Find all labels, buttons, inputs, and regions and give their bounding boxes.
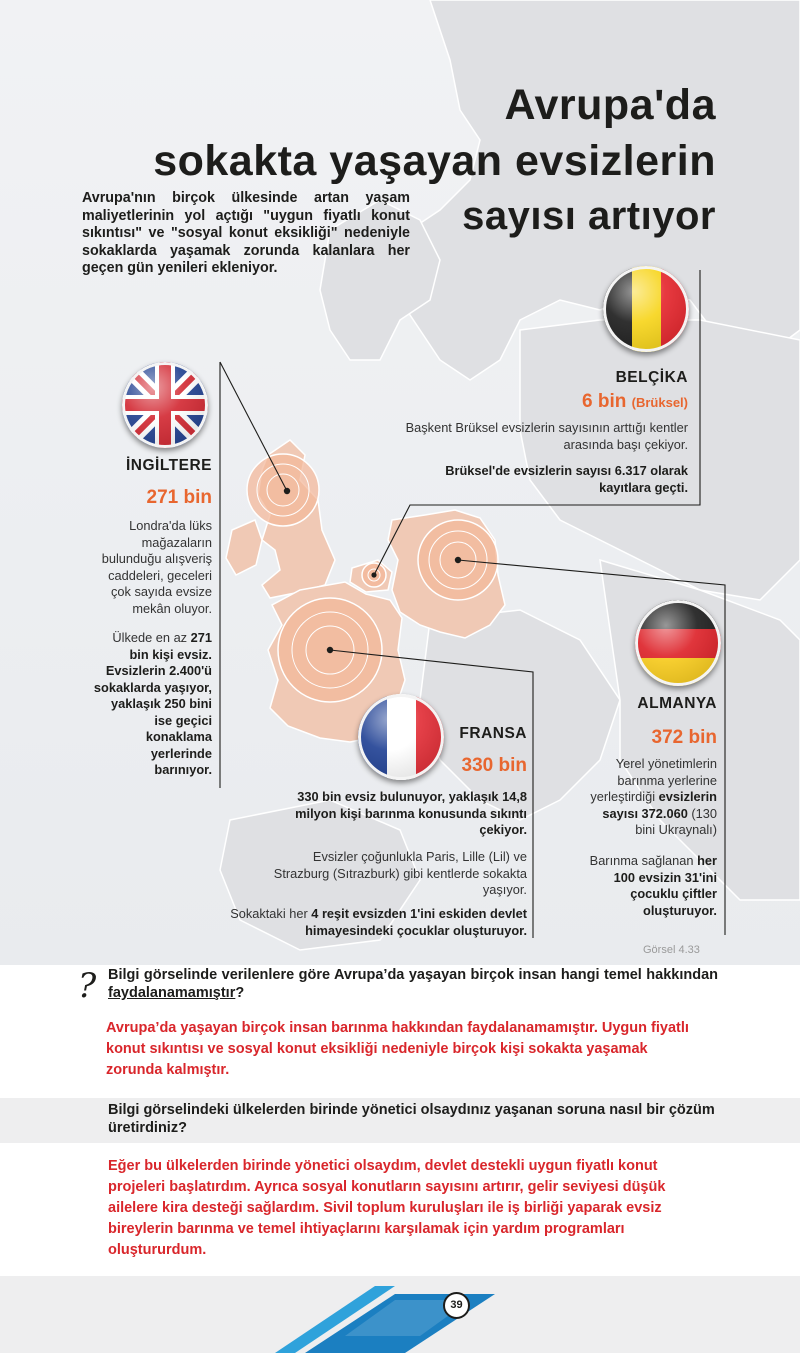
question-2: Bilgi görselindeki ülkelerden birinde yönetici olsaydınız yaşanan soruna nasıl bir çözüm üretirdiniz? [108, 1102, 715, 1136]
page-title-line-3: sayısı artıyor [462, 194, 716, 238]
question-1: Bilgi görselinde verilenlere göre Avrupa’da yaşayan birçok insan hangi temel hakkından faydalanamamıştır? [108, 967, 718, 1001]
answer-1: Avrupa’da yaşayan birçok insan barınma hakkından faydalanamamıştır. Uygun fiyatlı konut sıkıntısı ve sosyal konut eksikliği nedeniyle birçok kişi sokakta yaşamak zorunda kalmıştır. [106, 1020, 689, 1078]
intro-paragraph: Avrupa'nın birçok ülkesinde artan yaşam maliyetlerinin yol açtığı "uygun fiyatlı konut sıkıntısı" ve "sosyal konut eksikliği" nedeniyle sokaklarda yaşamak zorunda kalanlara her geçen gün yenileri ekleniyor. [82, 190, 410, 276]
england-circle [247, 454, 319, 526]
belgium-name: BELÇİKA [615, 369, 688, 386]
england-count: 271 bin [146, 487, 212, 508]
germany-name: ALMANYA [637, 695, 717, 712]
footer-stripe-decoration [0, 1276, 800, 1353]
england-text-1: Londra'da lüks mağazaların bulunduğu alışveriş caddeleri, geceleri çok sayıda evsize mekân oluyor. [101, 518, 212, 616]
germany-count: 372 bin [651, 727, 717, 748]
answer-2-box [0, 1143, 800, 1276]
belgium-count: 6 bin (Brüksel) [582, 391, 688, 412]
germany-text-2: Barınma sağlanan her 100 evsizin 31'ini çocuklu çiftler oluşturuyor. [589, 853, 717, 918]
england-text-2: Ülkede en az 271 bin kişi evsiz. Evsizlerin 2.400'ü sokaklarda yaşıyor, yaklaşık 250 bini ise geçici konaklama yerlerinde barınıyor. [93, 630, 212, 777]
answer-2: Eğer bu ülkelerden birinde yönetici olsaydım, devlet destekli uygun fiyatlı konut projeleri başlatırdım. Ayrıca sosyal konutların sayısını artırır, gelir seviyesi düşük ailelere kira desteği sağlardım. Sivil toplum kuruluşları ile iş birliği yaparak evsiz bireylerin barınma ve temel ihtiyaçlarını karşılamak için yardım programları oluştururdum. [108, 1158, 666, 1258]
france-count: 330 bin [461, 755, 527, 776]
france-text-3: Sokaktaki her 4 reşit evsizden 1'ini eskiden devlet himayesindeki çocuklar oluşturuyor. [230, 906, 527, 938]
page-title-line-2: sokakta yaşayan evsizlerin [153, 137, 716, 185]
figure-caption: Görsel 4.33 [643, 944, 700, 956]
page-title-line-1: Avrupa'da [504, 81, 716, 129]
answer-1-box [0, 1010, 800, 1098]
france-text-2: Evsizler çoğunlukla Paris, Lille (Lil) ve Strazburg (Sıtrazburk) gibi kentlerde sokakta yaşıyor. [273, 849, 527, 897]
question-mark-icon: ? [78, 966, 97, 1006]
england-name: İNGİLTERE [125, 457, 212, 474]
belgium-flag-icon [603, 266, 689, 352]
france-name: FRANSA [459, 725, 527, 742]
belgium-text-2: Brüksel'de evsizlerin sayısı 6.317 olarak kayıtlara geçti. [445, 463, 688, 495]
page-number: 39 [443, 1292, 470, 1319]
germany-text-1: Yerel yönetimlerin barınma yerlerine yerleştirdiği evsizlerin sayısı 372.060 (130 bini Ukraynalı) [590, 756, 717, 837]
france-flag-icon [358, 694, 444, 780]
page-footer [0, 1276, 800, 1353]
belgium-text-1: Başkent Brüksel evsizlerin sayısının arttığı kentler arasında başı çekiyor. [405, 420, 688, 452]
germany-flag-icon [635, 600, 721, 686]
france-text-1: 330 bin evsiz bulunuyor, yaklaşık 14,8 milyon kişi barınma konusunda sıkıntı çekiyor. [295, 789, 527, 837]
uk-flag-icon [122, 362, 208, 448]
